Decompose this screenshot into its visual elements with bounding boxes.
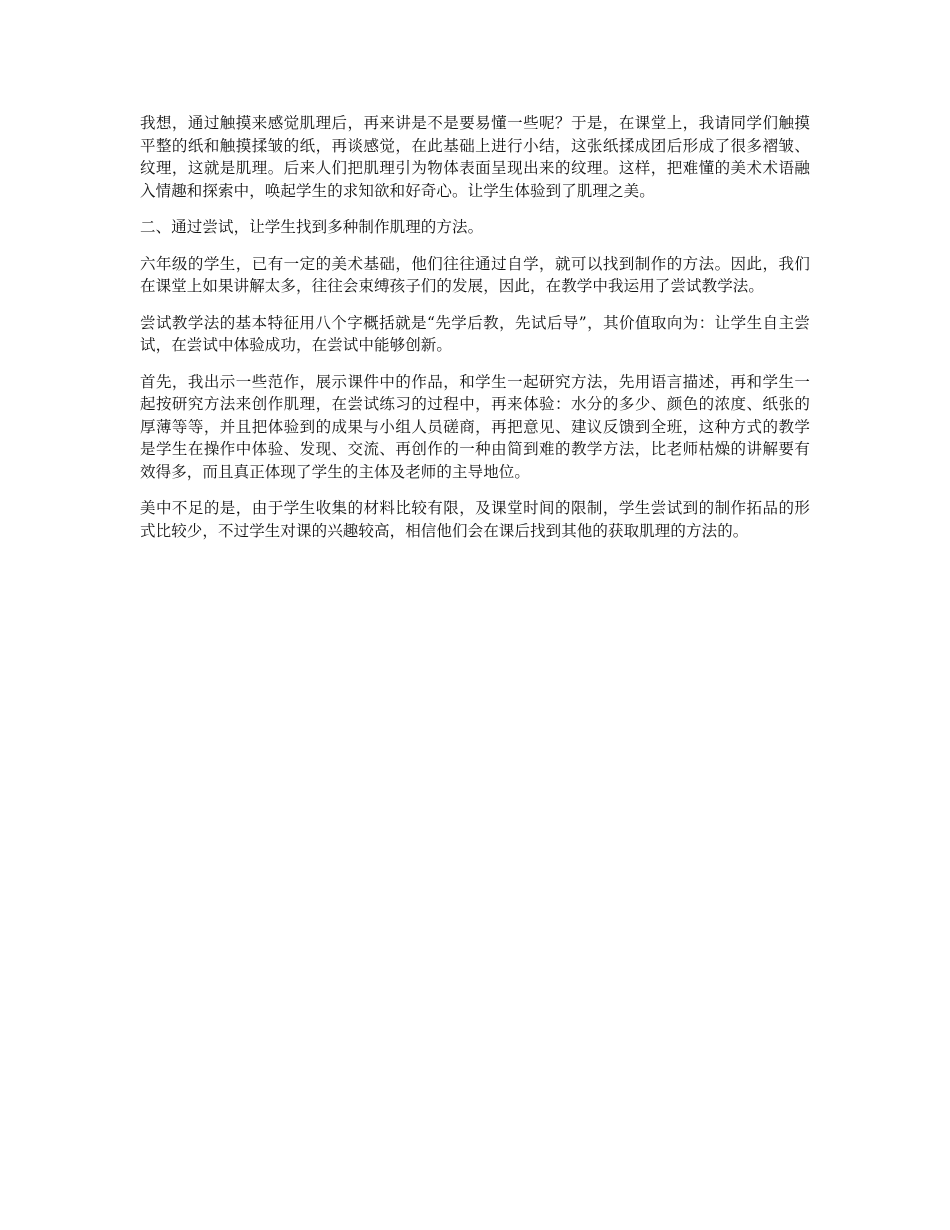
paragraph-first-step: 首先，我出示一些范作，展示课件中的作品，和学生一起研究方法，先用语言描述，再和学生一起按研究方法来创作肌理，在尝试练习的过程中，再来体验：水分的多少、颜色的浓度、纸张的厚薄等等，并且把体验到的成果与小组人员磋商，再把意见、建议反馈到全班，这种方式的教学是学生在操作中体验、发现、交流、再创作的一种由简到难的教学方法，比老师枯燥的讲解要有效得多，而且真正体现了学生的主体及老师的主导地位。 [140,372,810,481]
paragraph-sixth-grade: 六年级的学生，已有一定的美术基础，他们往往通过自学，就可以找到制作的方法。因此，我们在课堂上如果讲解太多，往往会束缚孩子们的发展，因此，在教学中我运用了尝试教学法。 [140,254,810,295]
section-heading-two: 二、通过尝试，让学生找到多种制作肌理的方法。 [140,218,484,236]
document-page [140,112,810,556]
paragraph-shortcoming: 美中不足的是，由于学生收集的材料比较有限，及课堂时间的限制，学生尝试到的制作拓品的形式比较少，不过学生对课的兴趣较高，相信他们会在课后找到其他的获取肌理的方法的。 [140,499,810,540]
paragraph-trial-method: 尝试教学法的基本特征用八个字概括就是“先学后教，先试后导”，其价值取向为：让学生自主尝试，在尝试中体验成功，在尝试中能够创新。 [140,313,810,354]
paragraph-touch-texture: 我想，通过触摸来感觉肌理后，再来讲是不是要易懂一些呢？于是，在课堂上，我请同学们触摸平整的纸和触摸揉皱的纸，再谈感觉，在此基础上进行小结，这张纸揉成团后形成了很多褶皱、纹理，这就是肌理。后来人们把肌理引为物体表面呈现出来的纹理。这样，把难懂的美术术语融入情趣和探索中，唤起学生的求知欲和好奇心。让学生体验到了肌理之美。 [140,114,810,200]
